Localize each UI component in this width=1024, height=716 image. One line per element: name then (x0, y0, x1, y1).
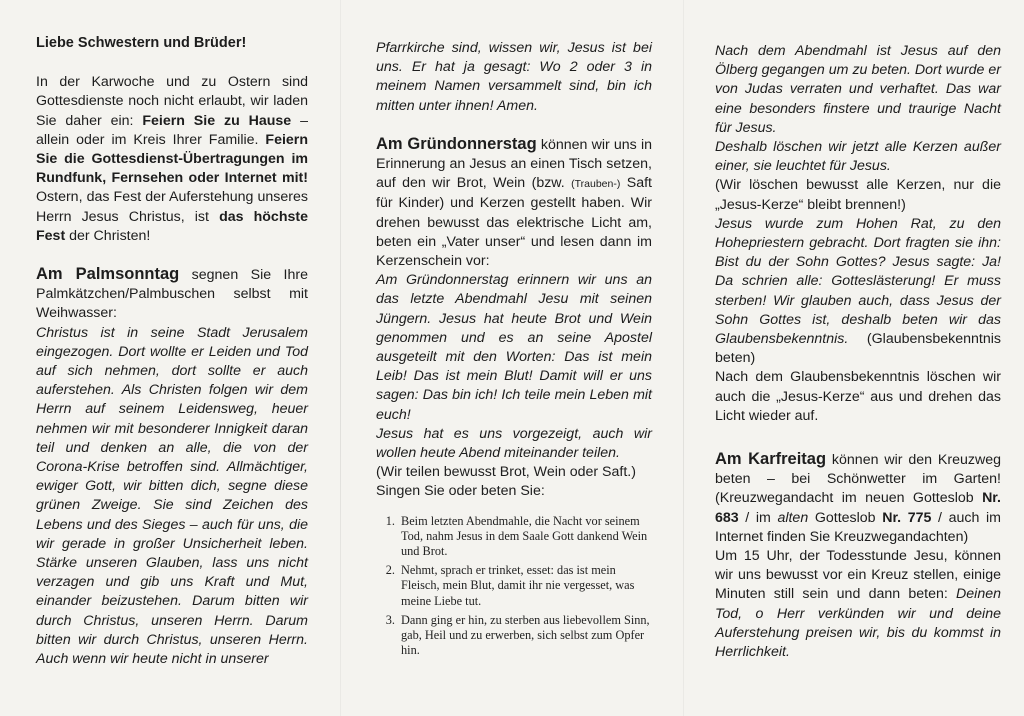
gruendonnerstag-title: Am Gründonnerstag (376, 134, 537, 153)
palmsonntag-prayer: Christus ist in seine Stadt Jerusalem eingezogen. Dort wollte er Leiden und Tod auf sich nehmen, dort sollte er auch auferstehen. Als Christen folgen wir dem Herrn auf seinem Leidensweg, heuer nehmen wir mit besonderer Innigkeit daran teil und denken an alle, die von der Corona-Krise betroffen sind. Allmächtiger, ewiger Gott, wir bitten dich, segne diese grünen Zweige. Sie sind Zeichen des Lebens und des Sieges – auch für uns, die wir gerade in großer Unsicherheit leben. Stärke unseren Glauben, lass uns nicht verzagen und gib uns Kraft und Mut, einander beizustehen. Darum bitten wir durch Christus, unseren Herrn. Darum bitten wir durch Christus, unseren Herrn. Auch wenn wir heute nicht in unserer (36, 324, 308, 668)
karfreitag-paragraph: Am Karfreitag können wir den Kreuzweg beten – bei Schönwetter im Garten! (Kreuzwegandacht im neuen Gotteslob Nr. 683 / im alten Gotteslob Nr. 775 / auch im Internet finden Sie Kreuzwegandachten) (715, 450, 1001, 545)
page-fold-left (340, 0, 341, 716)
palmsonntag-paragraph: Am Palmsonntag segnen Sie Ihre Palmkätzchen/Palmbuschen selbst mit Weihwasser: (36, 265, 308, 322)
palmsonntag-title: Am Palmsonntag (36, 265, 180, 284)
gruendonnerstag-paragraph: Am Gründonnerstag können wir uns in Erinnerung an Jesus an einen Tisch setzen, auf den wir Brot, Wein (bzw. (Trauben-) Saft für Kinder) und Kerzen gestellt haben. Wir drehen bewusst das elektrische Licht am, beten ein „Vater unser“ und lesen dann im Kerzenschein vor: (376, 134, 652, 270)
song-verse: 2. Nehmt, sprach er trinket, esset: das ist mein Fleisch, mein Blut, damit ihr nie vergesset, was meine Liebe tut. (398, 563, 652, 609)
song-verse: 1. Beim letzten Abendmahle, die Nacht vor seinem Tod, nahm Jesus in dem Saale Gott dankend Wein und Brot. (398, 514, 652, 560)
gruendonnerstag-sing: Singen Sie oder beten Sie: (376, 483, 545, 500)
column-left (36, 0, 308, 716)
column-middle (376, 0, 652, 716)
licht-paragraph: Nach dem Glaubensbekenntnis löschen wir auch die „Jesus-Kerze“ aus und drehen das Licht wieder auf. (715, 369, 1001, 424)
karfreitag-title: Am Karfreitag (715, 450, 827, 469)
column-right (715, 0, 1001, 716)
gruendonnerstag-prayer-2: Jesus hat es uns vorgezeigt, auch wir wollen heute Abend miteinander teilen. (376, 425, 652, 462)
prayer-continuation: Pfarrkirche sind, wissen wir, Jesus ist bei uns. Er hat ja gesagt: Wo 2 oder 3 in meinem Namen versammelt sind, bin ich mitten unter ihnen! Amen. (376, 40, 652, 114)
greeting-heading: Liebe Schwestern und Brüder! (36, 35, 247, 51)
karfreitag-prayer-paragraph: Um 15 Uhr, der Todesstunde Jesu, können wir uns bewusst vor ein Kreuz stellen, einige Minuten still sein und dann beten: Deinen Tod, o Herr verkünden wir und deine Auferstehung preisen wir, bis du kommst in Herrlichkeit. (715, 548, 1001, 661)
song-verses (376, 514, 652, 659)
gruendonnerstag-note: (Wir teilen bewusst Brot, Wein oder Saft.) (376, 464, 636, 481)
intro-paragraph: In der Karwoche und zu Ostern sind Gottesdienste noch nicht erlaubt, wir laden Sie daher ein: Feiern Sie zu Hause – allein oder im Kreis Ihrer Familie. Feiern Sie die Gottesdienst-Übertragungen im Rundfunk, Fernsehen oder Internet mit! Ostern, das Fest der Auferstehung unseres Herrn Jesus Christus, ist das höchste Fest der Christen! (36, 74, 308, 244)
kerzen-note: (Wir löschen bewusst alle Kerzen, nur die „Jesus-Kerze“ bleibt brennen!) (715, 177, 1001, 213)
oelberg-paragraph: Nach dem Abendmahl ist Jesus auf den Ölberg gegangen um zu beten. Dort wurde er von Judas verraten und verhaftet. Das war eine besonders finstere und traurige Nacht für Jesus. (715, 43, 1001, 136)
gruendonnerstag-prayer: Am Gründonnerstag erinnern wir uns an das letzte Abendmahl Jesu mit seinen Jüngern. Jesus hat heute Brot und Wein genommen und es an seine Apostel ausgeteilt mit den Worten: Das ist mein Leib! Das ist mein Blut! Damit will er uns sagen: Das bin ich! Ich teile mein Leben mit euch! (376, 272, 652, 423)
page-fold-right (683, 0, 684, 716)
song-verse: 3. Dann ging er hin, zu sterben aus liebevollem Sinn, gab, Heil und zu erwerben, sich selbst zum Opfer hin. (398, 613, 652, 659)
hoher-rat-paragraph: Jesus wurde zum Hohen Rat, zu den Hohepriestern gebracht. Dort fragten sie ihn: Bist du der Sohn Gottes? Jesus sagte: Ja! Da schrien alle: Gotteslästerung! Er muss sterben! Wir glauben auch, dass Jesus der Sohn Gottes ist, deshalb beten wir das Glaubensbekenntnis. (Glaubensbekenntnis beten) (715, 215, 1001, 367)
kerzen-paragraph: Deshalb löschen wir jetzt alle Kerzen außer einer, sie leuchtet für Jesus. (715, 139, 1001, 175)
